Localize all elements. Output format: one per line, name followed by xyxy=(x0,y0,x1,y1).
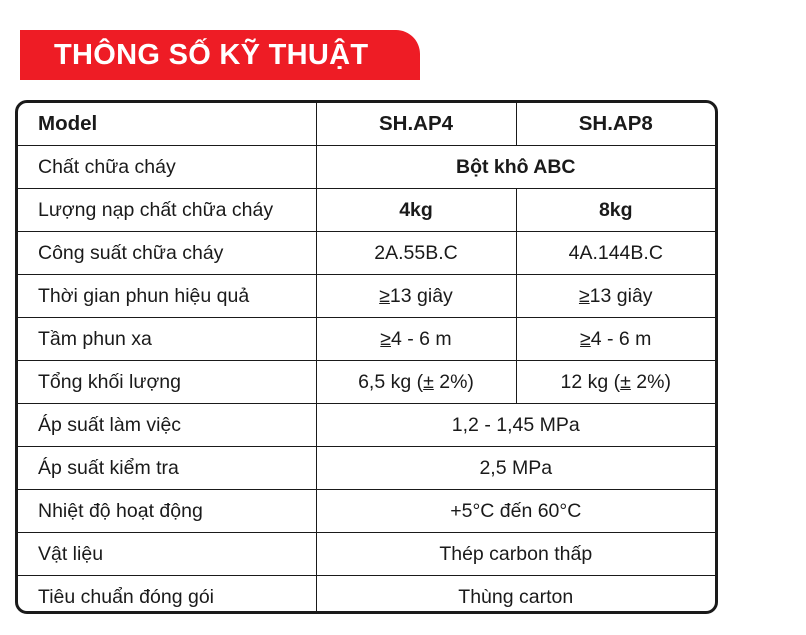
row-label: Công suất chữa cháy xyxy=(18,232,316,275)
row-label: Lượng nạp chất chữa cháy xyxy=(18,189,316,232)
value-text: 4 - 6 m xyxy=(391,327,452,350)
page-title: THÔNG SỐ KỸ THUẬT xyxy=(20,30,420,80)
row-value-ap8: 8kg xyxy=(516,189,715,232)
plus-minus-symbol: ± xyxy=(423,370,434,393)
value-text: 6,5 kg ( xyxy=(358,370,424,393)
table-row xyxy=(18,490,715,533)
row-value-ap8 xyxy=(516,275,715,318)
row-label: Vật liệu xyxy=(18,533,316,576)
row-label: Chất chữa cháy xyxy=(18,146,316,189)
row-label: Tiêu chuẩn đóng gói xyxy=(18,576,316,615)
greater-equal-symbol: ≥ xyxy=(578,284,590,307)
row-value: Bột khô ABC xyxy=(316,146,715,189)
greater-equal-symbol: ≥ xyxy=(379,284,390,307)
table-row xyxy=(18,318,715,361)
table-row xyxy=(18,404,715,447)
plus-minus-symbol: ± xyxy=(620,370,631,393)
row-label: Tầm phun xa xyxy=(18,318,316,361)
table-row xyxy=(18,533,715,576)
header-label: Model xyxy=(18,103,316,146)
row-label: Nhiệt độ hoạt động xyxy=(18,490,316,533)
table-row xyxy=(18,189,715,232)
value-text: 2%) xyxy=(630,370,671,393)
row-label: Thời gian phun hiệu quả xyxy=(18,275,316,318)
table-row xyxy=(18,275,715,318)
row-value-ap4 xyxy=(316,361,516,404)
row-value: Thép carbon thấp xyxy=(316,533,715,576)
value-text: 13 giây xyxy=(389,284,453,307)
table-row xyxy=(18,447,715,490)
header-model-ap4: SH.AP4 xyxy=(316,103,516,146)
row-value: 2,5 MPa xyxy=(316,447,715,490)
table-row xyxy=(18,576,715,615)
greater-equal-symbol: ≥ xyxy=(380,327,391,350)
row-label: Áp suất làm việc xyxy=(18,404,316,447)
row-label: Áp suất kiểm tra xyxy=(18,447,316,490)
row-label: Tổng khối lượng xyxy=(18,361,316,404)
value-text: 2%) xyxy=(433,370,474,393)
row-value: +5°C đến 60°C xyxy=(316,490,715,533)
row-value-ap8 xyxy=(516,361,715,404)
table-header-row xyxy=(18,103,715,146)
table-row xyxy=(18,146,715,189)
value-text: 12 kg ( xyxy=(560,370,621,393)
row-value-ap4: 2A.55B.C xyxy=(316,232,516,275)
row-value-ap4 xyxy=(316,275,516,318)
spec-table xyxy=(15,100,718,614)
row-value: Thùng carton xyxy=(316,576,715,615)
greater-equal-symbol: ≥ xyxy=(580,327,591,350)
table-row xyxy=(18,361,715,404)
row-value-ap8 xyxy=(516,318,715,361)
header-model-ap8: SH.AP8 xyxy=(516,103,715,146)
row-value-ap8: 4A.144B.C xyxy=(516,232,715,275)
row-value-ap4 xyxy=(316,318,516,361)
value-text: 4 - 6 m xyxy=(590,327,652,350)
row-value-ap4: 4kg xyxy=(316,189,516,232)
row-value: 1,2 - 1,45 MPa xyxy=(316,404,715,447)
value-text: 13 giây xyxy=(589,284,653,307)
table-row xyxy=(18,232,715,275)
